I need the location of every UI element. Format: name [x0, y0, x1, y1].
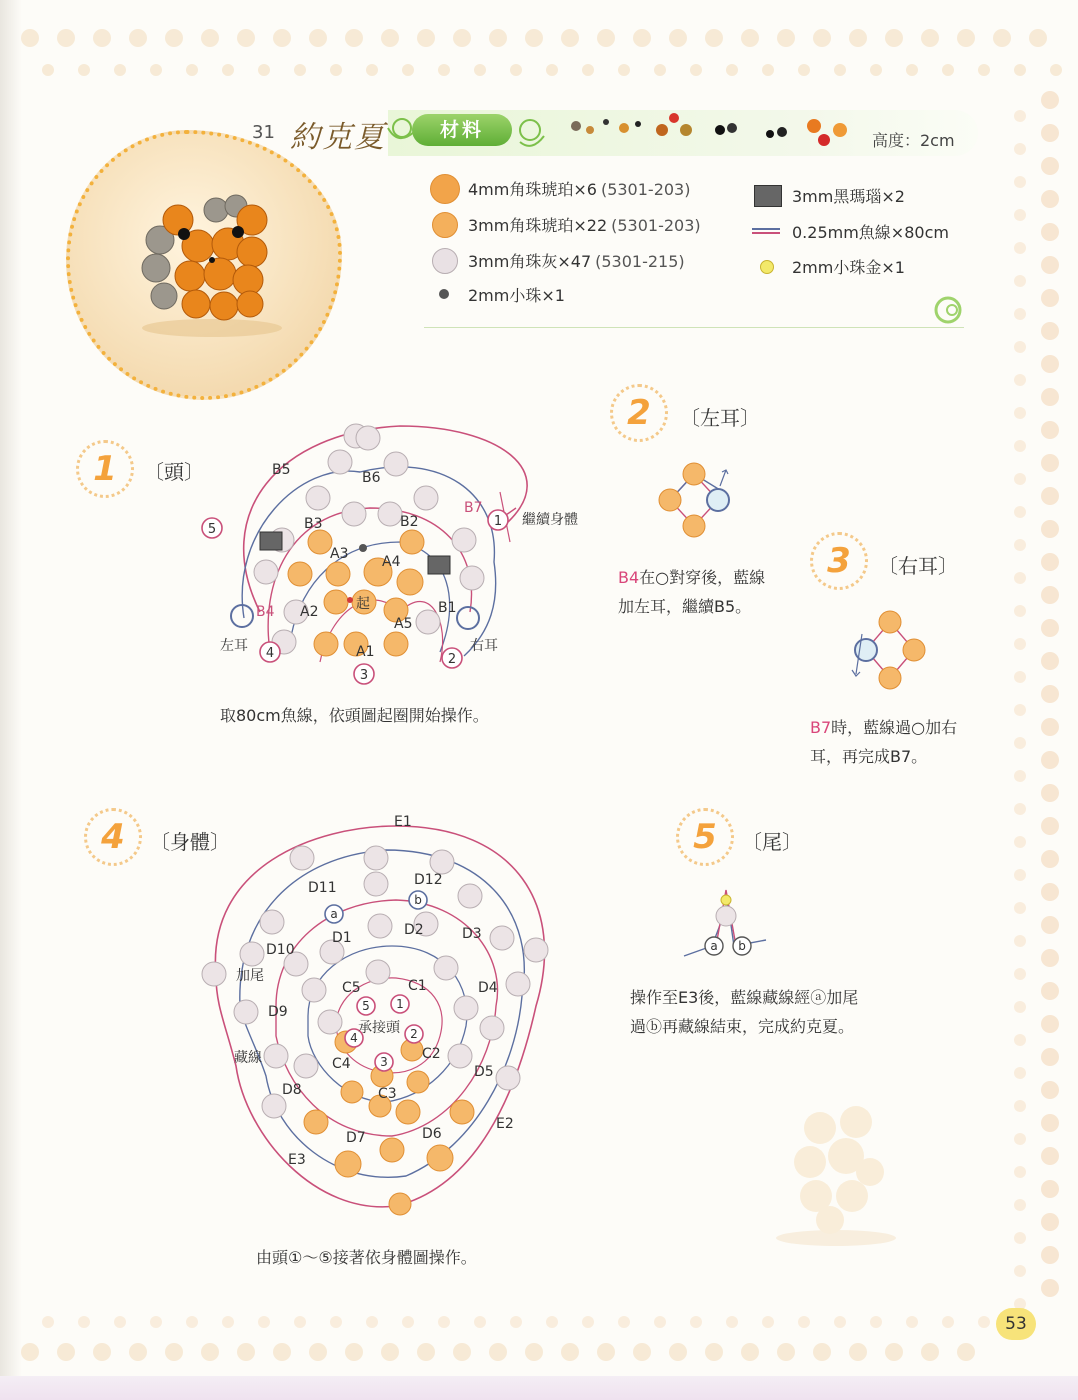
step-2-caption-red: B4 [618, 568, 640, 587]
border-dot [1014, 506, 1026, 518]
border-dot [366, 64, 378, 76]
border-dot [525, 29, 543, 47]
body-marker-1: 1 [396, 997, 404, 1011]
border-dot [1014, 341, 1026, 353]
label-continue-body: 繼續身體 [522, 512, 578, 528]
border-dot [1041, 850, 1059, 868]
border-dot [1014, 869, 1026, 881]
border-dot [741, 1343, 759, 1361]
border-dot [345, 1343, 363, 1361]
border-dot [510, 64, 522, 76]
border-dot [1041, 586, 1059, 604]
border-dot [1029, 29, 1047, 47]
border-dot [330, 1316, 342, 1328]
border-dot [777, 29, 795, 47]
border-dot [1014, 1001, 1026, 1013]
step-5-caption-line1: 操作至E3後，藍線藏線經ⓐ加尾 [630, 988, 859, 1007]
border-dot [1041, 949, 1059, 967]
step-5-title: 〔尾〕 [742, 830, 802, 854]
material-code: (5301-215) [595, 252, 685, 271]
head-marker-4: 4 [265, 646, 275, 661]
head-marker-1: 1 [493, 514, 503, 529]
border-dot [1041, 388, 1059, 406]
body-diagram [196, 806, 568, 1226]
border-dot [21, 1343, 39, 1361]
label-left-ear: 左耳 [220, 638, 248, 654]
border-dot [1041, 124, 1059, 142]
black-agate-icon [754, 185, 782, 207]
border-dot [309, 29, 327, 47]
border-dot [1041, 619, 1059, 637]
label-d4: D4 [478, 980, 498, 996]
border-dot [978, 1316, 990, 1328]
border-dot [1041, 982, 1059, 1000]
border-dot [705, 29, 723, 47]
border-dot [114, 1316, 126, 1328]
border-dot [1041, 520, 1059, 538]
border-dot [1041, 223, 1059, 241]
step-1-badge: 1 [76, 440, 134, 498]
border-dot [561, 29, 579, 47]
head-marker-5: 5 [207, 522, 217, 537]
border-dot [669, 29, 687, 47]
step-1-title: 〔頭〕 [144, 460, 204, 484]
border-dot [42, 1316, 54, 1328]
border-dot [906, 64, 918, 76]
border-dot [597, 29, 615, 47]
label-e1: E1 [394, 814, 412, 830]
border-dot [201, 1343, 219, 1361]
border-dot [1041, 1246, 1059, 1264]
border-dot [1014, 539, 1026, 551]
border-dot [1014, 1166, 1026, 1178]
page-number: 53 [996, 1308, 1036, 1340]
material-bead-swatch [432, 248, 458, 274]
label-e3: E3 [288, 1152, 306, 1168]
border-dot [57, 29, 75, 47]
border-dot [885, 29, 903, 47]
material-item [468, 213, 701, 236]
body-marker-5: 5 [362, 999, 370, 1013]
step-3-caption [810, 713, 990, 771]
border-dot [258, 64, 270, 76]
border-dot [618, 64, 630, 76]
label-c4: C4 [332, 1056, 351, 1072]
material-item: 3mm黑瑪瑙×2 [792, 187, 905, 206]
border-dot [1041, 817, 1059, 835]
border-dot [546, 1316, 558, 1328]
border-dot [1041, 1015, 1059, 1033]
label-c1: C1 [408, 978, 427, 994]
border-dot [1014, 110, 1026, 122]
border-dot [525, 1343, 543, 1361]
label-d11: D11 [308, 880, 337, 896]
label-b3: B3 [304, 516, 323, 532]
border-dot [561, 1343, 579, 1361]
border-dot [633, 29, 651, 47]
border-dot [1014, 1199, 1026, 1211]
border-dot [1041, 487, 1059, 505]
border-dot [21, 29, 39, 47]
step-3-title: 〔右耳〕 [878, 554, 958, 578]
border-dot [1014, 1100, 1026, 1112]
tail-marker-a: a [710, 939, 718, 953]
border-dot [309, 1343, 327, 1361]
border-dot [741, 29, 759, 47]
left-ear-diagram [650, 460, 740, 550]
border-dot [237, 29, 255, 47]
head-marker-3: 3 [359, 668, 369, 683]
material-text: 3mm角珠琥珀×22 [468, 216, 608, 235]
body-marker-a: a [330, 907, 338, 921]
label-e2: E2 [496, 1116, 514, 1132]
border-dot [582, 64, 594, 76]
border-dot [870, 1316, 882, 1328]
body-marker-2: 2 [410, 1027, 418, 1041]
right-ear-diagram [840, 604, 940, 696]
border-dot [1041, 355, 1059, 373]
border-dot [1014, 1232, 1026, 1244]
border-dot [1041, 1048, 1059, 1066]
border-dot [78, 1316, 90, 1328]
label-b2: B2 [400, 514, 419, 530]
step-3-caption-line2: 耳，再完成B7。 [810, 747, 928, 766]
border-dot [237, 1343, 255, 1361]
material-text: 2mm小珠×1 [468, 286, 565, 305]
label-b5: B5 [272, 462, 291, 478]
label-d9: D9 [268, 1004, 288, 1020]
page-bottom-band [0, 1376, 1078, 1400]
material-code: (5301-203) [611, 216, 701, 235]
border-dot [1014, 242, 1026, 254]
border-dot [834, 1316, 846, 1328]
label-c2: C2 [422, 1046, 441, 1062]
border-dot [1041, 322, 1059, 340]
border-dot [1014, 176, 1026, 188]
border-dot [1041, 91, 1059, 109]
border-dot [1014, 374, 1026, 386]
border-dot [1014, 473, 1026, 485]
border-dot [633, 1343, 651, 1361]
border-dot [834, 64, 846, 76]
border-dot [1014, 1133, 1026, 1145]
border-dot [1014, 902, 1026, 914]
project-title: 約克夏 [290, 120, 386, 155]
border-dot [1041, 190, 1059, 208]
head-diagram [200, 412, 620, 702]
border-dot [273, 29, 291, 47]
border-dot [921, 29, 939, 47]
border-dot [1014, 935, 1026, 947]
border-dot [1014, 407, 1026, 419]
label-c3: C3 [378, 1086, 397, 1102]
label-d6: D6 [422, 1126, 442, 1142]
border-dot [546, 64, 558, 76]
label-a2: A2 [300, 604, 319, 620]
header-bead-decorations [571, 113, 847, 146]
border-dot [294, 64, 306, 76]
tail-marker-b: b [738, 939, 746, 953]
border-dot [1041, 1180, 1059, 1198]
step-4-caption: 由頭①～⑤接著依身體圖操作。 [256, 1248, 477, 1267]
fishing-line-icon [752, 228, 780, 234]
border-dot [453, 1343, 471, 1361]
border-dot [1041, 421, 1059, 439]
material-bead-swatch [432, 212, 458, 238]
step-4-badge: 4 [84, 808, 142, 866]
border-dot [705, 1343, 723, 1361]
border-dot [1041, 553, 1059, 571]
border-dot [654, 64, 666, 76]
border-dot [474, 1316, 486, 1328]
border-dot [1041, 1213, 1059, 1231]
border-dot [813, 29, 831, 47]
border-dot [1014, 836, 1026, 848]
gold-bead-icon [760, 260, 774, 274]
label-d8: D8 [282, 1082, 302, 1098]
border-dot [1014, 1067, 1026, 1079]
border-dot [849, 29, 867, 47]
border-dot [93, 29, 111, 47]
border-dot [906, 1316, 918, 1328]
border-dot [330, 64, 342, 76]
step-2-title: 〔左耳〕 [680, 406, 760, 430]
label-d5: D5 [474, 1064, 494, 1080]
border-dot [489, 1343, 507, 1361]
border-dot [1041, 157, 1059, 175]
border-dot [453, 29, 471, 47]
border-dot [1041, 1114, 1059, 1132]
border-dot [1014, 704, 1026, 716]
border-dot [885, 1343, 903, 1361]
page-spine-shadow [0, 0, 22, 1400]
label-hide-line: 藏線 [234, 1050, 262, 1066]
body-marker-3: 3 [380, 1055, 388, 1069]
border-dot [1041, 751, 1059, 769]
project-number: 31 [252, 122, 275, 143]
border-dot [1041, 685, 1059, 703]
border-dot [438, 1316, 450, 1328]
border-dot [294, 1316, 306, 1328]
border-dot [1014, 803, 1026, 815]
label-b7: B7 [464, 500, 483, 516]
border-dot [762, 1316, 774, 1328]
border-dot [993, 29, 1011, 47]
step-5-caption-line2: 過ⓑ再藏線結束，完成約克夏。 [630, 1017, 855, 1036]
body-marker-b: b [414, 893, 422, 907]
border-dot [489, 29, 507, 47]
border-dot [1014, 1034, 1026, 1046]
border-dot [129, 29, 147, 47]
label-d1: D1 [332, 930, 352, 946]
border-dot [669, 1343, 687, 1361]
body-marker-4: 4 [350, 1031, 358, 1045]
border-dot [654, 1316, 666, 1328]
border-dot [582, 1316, 594, 1328]
step-3-caption-red: B7 [810, 718, 832, 737]
material-text: 4mm角珠琥珀×6 [468, 180, 597, 199]
border-dot [813, 1343, 831, 1361]
border-dot [957, 1343, 975, 1361]
material-bead-swatch [430, 174, 460, 204]
border-dot [1014, 770, 1026, 782]
border-dot [870, 64, 882, 76]
step-1-caption: 取80cm魚線，依頭圖起圈開始操作。 [220, 706, 489, 725]
head-marker-2: 2 [447, 652, 457, 667]
border-dot [402, 64, 414, 76]
material-code: (5301-203) [600, 180, 691, 199]
border-dot [978, 64, 990, 76]
border-dot [402, 1316, 414, 1328]
label-a1: A1 [356, 644, 375, 660]
height-label: 高度：2cm [872, 131, 955, 150]
border-dot [381, 29, 399, 47]
faded-product-photo [760, 1092, 910, 1252]
border-dot [1041, 256, 1059, 274]
border-dot [366, 1316, 378, 1328]
border-dot [1041, 652, 1059, 670]
border-dot [690, 64, 702, 76]
border-dot [726, 1316, 738, 1328]
border-dot [1050, 64, 1062, 76]
label-start: 起 [356, 596, 370, 612]
border-dot [777, 1343, 795, 1361]
border-dot [1014, 737, 1026, 749]
border-dot [849, 1343, 867, 1361]
material-item: 0.25mm魚線×80cm [792, 223, 949, 242]
corner-swirl-icon [930, 294, 970, 328]
border-dot [1014, 572, 1026, 584]
border-dot [1014, 275, 1026, 287]
border-dot [1014, 308, 1026, 320]
step-2-caption-line1: 在○對穿後，藍線 [639, 568, 766, 587]
border-dot [597, 1343, 615, 1361]
border-dot [150, 1316, 162, 1328]
material-text: 3mm角珠灰×47 [468, 252, 592, 271]
border-dot [690, 1316, 702, 1328]
material-item [468, 283, 569, 306]
border-dot [921, 1343, 939, 1361]
step-5-caption [630, 983, 858, 1041]
border-dot [417, 29, 435, 47]
border-dot [150, 64, 162, 76]
border-dot [1014, 638, 1026, 650]
border-dot [114, 64, 126, 76]
border-dot [1041, 1081, 1059, 1099]
materials-label: 材料 [412, 114, 512, 146]
label-d2: D2 [404, 922, 424, 938]
label-d10: D10 [266, 942, 295, 958]
border-dot [726, 64, 738, 76]
label-b6: B6 [362, 470, 381, 486]
border-dot [1041, 784, 1059, 802]
border-dot [1014, 605, 1026, 617]
border-dot [618, 1316, 630, 1328]
label-b4: B4 [256, 604, 275, 620]
border-dot [1041, 883, 1059, 901]
border-dot [1041, 289, 1059, 307]
label-connect-head: 承接頭 [358, 1020, 400, 1036]
material-bead-swatch [439, 289, 449, 299]
border-dot [1014, 671, 1026, 683]
border-dot [942, 64, 954, 76]
border-dot [1041, 454, 1059, 472]
material-item [468, 249, 685, 272]
border-dot [129, 1343, 147, 1361]
border-dot [165, 1343, 183, 1361]
border-dot [258, 1316, 270, 1328]
step-4-title: 〔身體〕 [150, 830, 230, 854]
border-dot [222, 64, 234, 76]
border-dot [222, 1316, 234, 1328]
tail-diagram [676, 884, 776, 964]
label-right-ear: 右耳 [470, 638, 498, 654]
border-dot [1014, 143, 1026, 155]
label-c5: C5 [342, 980, 361, 996]
border-dot [201, 29, 219, 47]
border-dot [1014, 968, 1026, 980]
step-2-badge: 2 [610, 384, 668, 442]
step-3-badge: 3 [810, 532, 868, 590]
border-dot [798, 1316, 810, 1328]
border-dot [1041, 718, 1059, 736]
border-dot [942, 1316, 954, 1328]
border-dot [93, 1343, 111, 1361]
materials-divider [424, 327, 964, 328]
label-d12: D12 [414, 872, 443, 888]
border-dot [42, 64, 54, 76]
border-dot [1041, 916, 1059, 934]
border-dot [78, 64, 90, 76]
label-d3: D3 [462, 926, 482, 942]
border-dot [381, 1343, 399, 1361]
border-dot [186, 1316, 198, 1328]
border-dot [273, 1343, 291, 1361]
border-dot [1041, 1279, 1059, 1297]
border-dot [1014, 64, 1026, 76]
border-dot [57, 1343, 75, 1361]
label-b1: B1 [438, 600, 457, 616]
border-dot [957, 29, 975, 47]
step-2-caption [618, 563, 798, 621]
material-item: 2mm小珠金×1 [792, 258, 905, 277]
border-dot [510, 1316, 522, 1328]
step-2-caption-line2: 加左耳，繼續B5。 [618, 597, 752, 616]
step-3-caption-line1: 時，藍線過○加右 [831, 718, 958, 737]
border-dot [1014, 1265, 1026, 1277]
step-5-badge: 5 [676, 808, 734, 866]
label-add-tail: 加尾 [236, 968, 264, 984]
yorkshire-bead-photo [120, 180, 290, 340]
border-dot [438, 64, 450, 76]
label-a4: A4 [382, 554, 401, 570]
border-dot [474, 64, 486, 76]
border-dot [1014, 209, 1026, 221]
material-item [468, 177, 690, 200]
border-dot [798, 64, 810, 76]
border-dot [762, 64, 774, 76]
label-a3: A3 [330, 546, 349, 562]
label-a5: A5 [394, 616, 413, 632]
border-dot [417, 1343, 435, 1361]
border-dot [345, 29, 363, 47]
border-dot [165, 29, 183, 47]
border-dot [186, 64, 198, 76]
label-d7: D7 [346, 1130, 366, 1146]
border-dot [1014, 440, 1026, 452]
border-dot [1041, 1147, 1059, 1165]
